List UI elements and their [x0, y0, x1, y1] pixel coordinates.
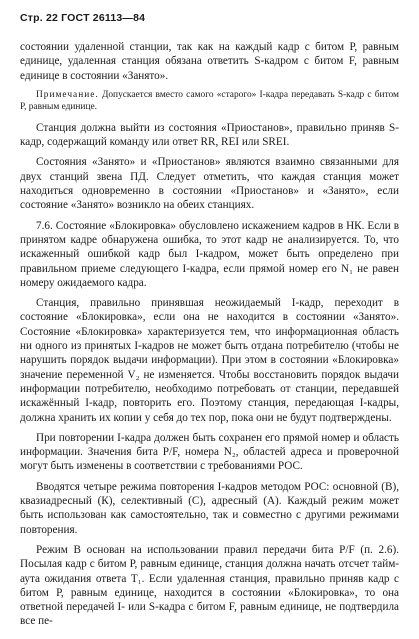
note [20, 89, 399, 113]
page-header: Стр. 22 ГОСТ 26113—84 [20, 12, 146, 24]
paragraph: Состояния «Занято» и «Приостанов» являются взаимно связанными для двух станций звена ПД. Следует отметить, что каждая станция может находиться одновременно в состоянии «Приостанов» и «Занято», если состояние «Занято» возникло на обеих станциях. [20, 156, 399, 212]
paragraph: При повторении I-кадра должен быть сохранен его прямой номер и область информации. Значения бита P/F, номера N₂, областей адреса и проверочной могут быть изменены в соответствии с требованиями РОС. [20, 431, 399, 473]
paragraph: Режим В основан на использовании правил передачи бита P/F (п. 2.6). Посылая кадр с битом Р, равным единице, станция должна начать отсчет тайм-аута ожидания ответа Т₁. Если удаленная станция, правильно приняв кадр с битом Р, равным единице, находится в состоянии «Блокировка», то она ответной передачей I- или S-кадра с битом F, равным единице, не подтвердила все пе- [20, 543, 399, 628]
note-label: Примечание. [36, 89, 99, 100]
note-text: Допускается вместо самого «старого» I-кадра передавать S-кадр с битом Р, равным единице. [20, 89, 399, 112]
paragraph: Станция должна выйти из состояния «Приостанов», правильно приняв S-кадр, содержащий команду или ответ RR, REI или SREI. [20, 121, 399, 149]
paragraph: Вводятся четыре режима повторения I-кадров методом РОС: основной (В), квазиадресный (К), селективный (С), адресный (А). Каждый режим может быть использован как самостоятельно, так и совместно с другими режимами повторения. [20, 480, 399, 536]
paragraph: Станция, правильно принявшая неожидаемый I-кадр, переходит в состояние «Блокировка», если она не находится в состоянии «Занято». Состояние «Блокировка» характеризуется тем, что информационная область ни одного из принятых I-кадров не может быть отдана потребителю (чтобы не нарушить порядок выдачи информации). При этом в состоянии «Блокировка» значение переменной V₂ не изменяется. Чтобы восстановить порядок выдачи информации потребителю, необходимо потребовать от станции, передавшей искажённый I-кадр, повторить его. Поэтому станция, передающая I-кадры, должна хранить их копии у себя до тех пор, пока они не будут подтверждены. [20, 297, 399, 424]
document-body [20, 40, 399, 635]
paragraph: состоянии удаленной станции, так как на каждый кадр с битом Р, равным единице, удаленная станция обязана ответить S-кадром с битом F, равным единице в состоянии «Занято». [20, 41, 399, 82]
paragraph: 7.6. Состояние «Блокировка» обусловлено искажением кадров в НК. Если в принятом кадре обнаружена ошибка, то этот кадр не анализируется. То, что искаженный ошибкой кадр был I-кадром, может быть определено при правильном приеме следующего I-кадра, если прямой номер его N₁ не равен номеру ожидаемого кадра. [20, 219, 399, 289]
